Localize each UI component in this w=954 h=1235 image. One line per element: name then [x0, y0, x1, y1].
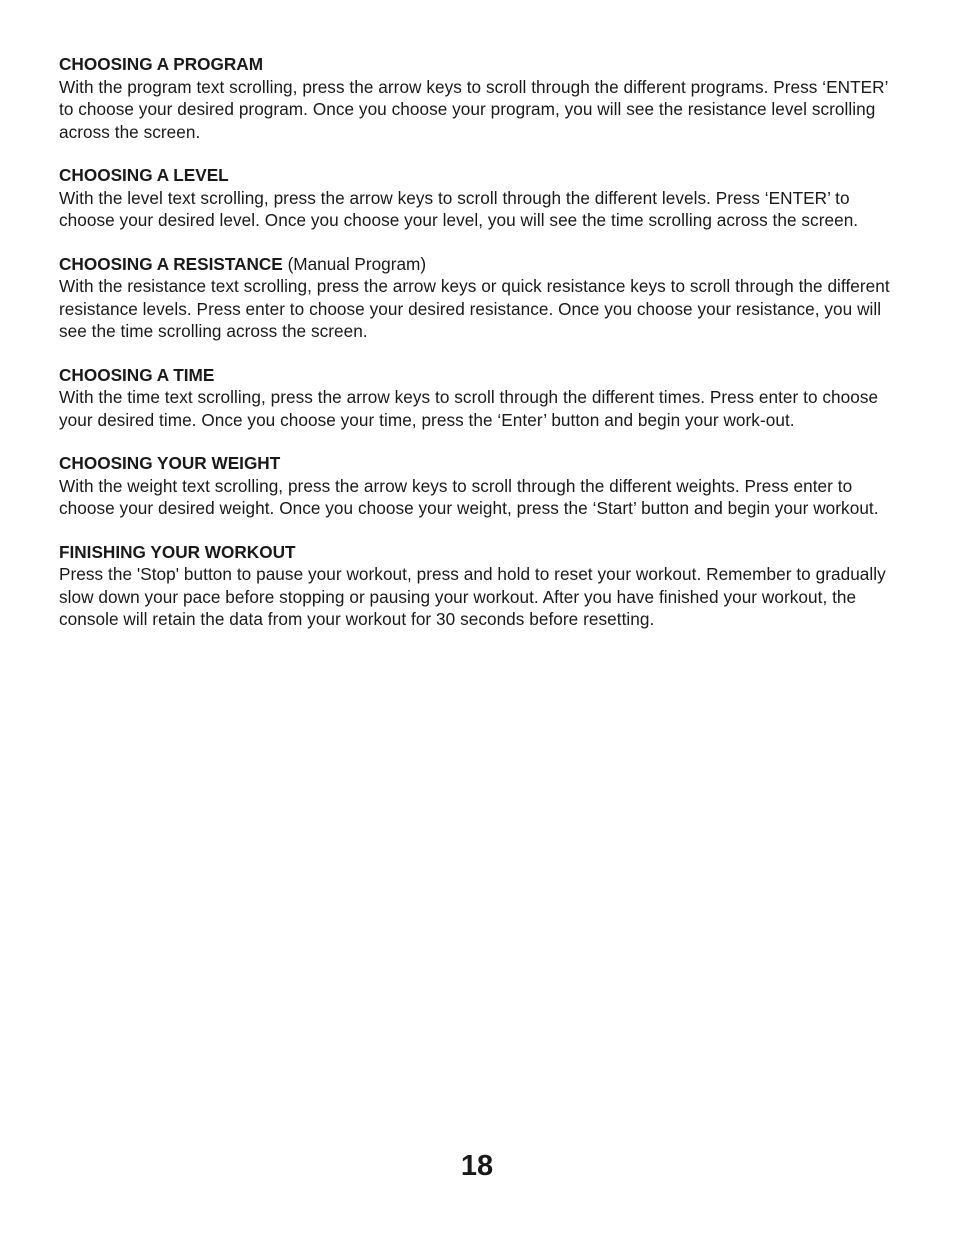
section-finishing-your-workout: [59, 541, 905, 631]
section-title: CHOOSING A LEVEL: [59, 165, 229, 185]
section-heading: [59, 53, 905, 76]
page-content: [59, 53, 905, 652]
section-title: CHOOSING YOUR WEIGHT: [59, 453, 281, 473]
page-number: 18: [460, 1150, 494, 1182]
section-title: CHOOSING A RESISTANCE: [59, 253, 283, 274]
section-body: With the level text scrolling, press the arrow keys to scroll through the different levels. Press ‘ENTER’ to choose your desired level. Once you choose your level, you will see the time scrolling across the screen.: [59, 187, 859, 230]
section-choosing-a-resistance: [59, 253, 905, 343]
section-title: CHOOSING A PROGRAM: [59, 54, 264, 74]
section-body: With the program text scrolling, press the arrow keys to scroll through the different programs. Press ‘ENTER’ to choose your desired program. Once you choose your program, you will see the resistance level scrolling across the screen.: [59, 76, 888, 142]
section-title: CHOOSING A TIME: [59, 364, 215, 385]
section-body: Press the 'Stop' button to pause your workout, press and hold to reset your workout. Remember to gradually slow down your pace before stopping or pausing your workout. After you have finished your workout, the console will retain the data from your workout for 30 seconds before resetting.: [59, 564, 886, 629]
section-choosing-your-weight: [59, 452, 905, 520]
section-heading: [59, 452, 905, 475]
section-choosing-a-time: [59, 364, 905, 432]
section-heading: [59, 541, 905, 564]
section-choosing-a-program: [59, 53, 905, 143]
section-title: FINISHING YOUR WORKOUT: [59, 541, 296, 562]
section-heading: [59, 364, 905, 387]
section-body: With the resistance text scrolling, press the arrow keys or quick resistance keys to scroll through the different resistance levels. Press enter to choose your desired resistance. Once you choose your resistance, you will see the time scrolling across the screen.: [59, 276, 890, 341]
section-body: With the time text scrolling, press the arrow keys to scroll through the different times. Press enter to choose your desired time. Once you choose your time, press the ‘Enter’ button and begin your work-out.: [59, 387, 879, 430]
section-title-note: (Manual Program): [287, 253, 427, 274]
section-body: With the weight text scrolling, press the arrow keys to scroll through the different weights. Press enter to choose your desired weight. Once you choose your weight, press the ‘Start’ button and begin your workout.: [59, 475, 879, 518]
section-heading: [59, 164, 905, 187]
section-choosing-a-level: [59, 164, 905, 232]
section-heading: [59, 253, 905, 276]
